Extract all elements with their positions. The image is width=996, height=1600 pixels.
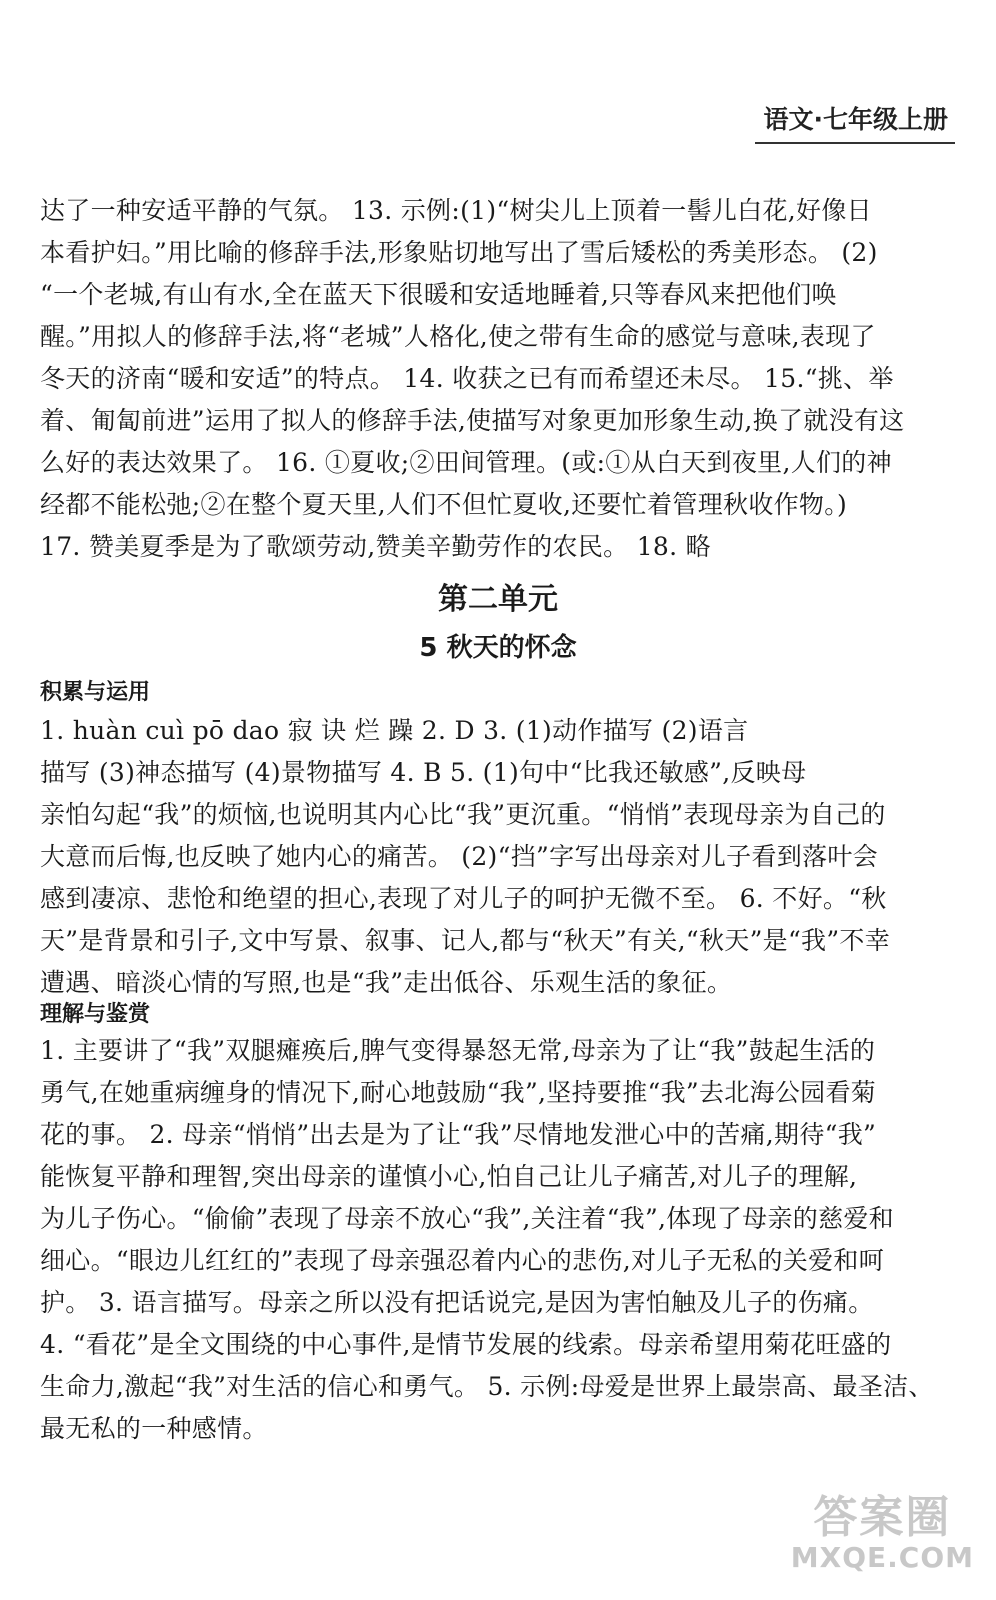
text-line: 冬天的济南“暖和安适”的特点。 14. 收获之已有而希望还未尽。 15.“挑、举 <box>40 364 894 393</box>
text-line: 达了一种安适平静的气氛。 13. 示例:(1)“树尖儿上顶着一髻儿白花,好像日 <box>40 196 872 225</box>
unit-title: 第二单元 <box>438 582 558 617</box>
text-line: 能恢复平静和理智,突出母亲的谨慎小心,怕自己让儿子痛苦,对儿子的理解, <box>40 1162 858 1191</box>
text-line: 细心。“眼边儿红红的”表现了母亲强忍着内心的悲伤,对儿子无私的关爱和呵 <box>40 1246 885 1275</box>
text-line: 1. huàn cuì pō dao 寂 诀 烂 躁 2. D 3. (1)动作描写 (2)语言 <box>40 716 749 745</box>
section-heading-accumulation: 积累与运用 <box>40 680 151 705</box>
text-line: 描写 (3)神态描写 (4)景物描写 4. B 5. (1)句中“比我还敏感”,反映母 <box>40 758 807 787</box>
text-line: “一个老城,有山有水,全在蓝天下很暖和安适地睡着,只等春风来把他们唤 <box>40 280 837 309</box>
watermark-site: MXQE.COM <box>790 1541 974 1574</box>
lesson-title: 5 秋天的怀念 <box>419 633 577 663</box>
text-line: 17. 赞美夏季是为了歌颂劳动,赞美辛勤劳作的农民。 18. 略 <box>40 532 711 561</box>
text-line: 大意而后悔,也反映了她内心的痛苦。 (2)“挡”字写出母亲对儿子看到落叶会 <box>40 842 878 871</box>
watermark-logo: 答案圈 <box>813 1492 952 1543</box>
text-line: 花的事。 2. 母亲“悄悄”出去是为了让“我”尽情地发泄心中的苦痛,期待“我” <box>40 1120 877 1149</box>
text-line: 醒。”用拟人的修辞手法,将“老城”人格化,使之带有生命的感觉与意味,表现了 <box>40 322 876 351</box>
text-line: 着、匍匐前进”运用了拟人的修辞手法,使描写对象更加形象生动,换了就没有这 <box>40 406 905 435</box>
section-heading-appreciation: 理解与鉴赏 <box>40 1002 151 1027</box>
text-line: 勇气,在她重病缠身的情况下,耐心地鼓励“我”,坚持要推“我”去北海公园看菊 <box>40 1078 877 1107</box>
text-line: 遭遇、暗淡心情的写照,也是“我”走出低谷、乐观生活的象征。 <box>40 968 733 997</box>
text-line: 亲怕勾起“我”的烦恼,也说明其内心比“我”更沉重。“悄悄”表现母亲为自己的 <box>40 800 886 829</box>
text-line: 4. “看花”是全文围绕的中心事件,是情节发展的线索。母亲希望用菊花旺盛的 <box>40 1330 892 1359</box>
text-line: 为儿子伤心。“偷偷”表现了母亲不放心“我”,关注着“我”,体现了母亲的慈爱和 <box>40 1204 894 1233</box>
top-answer-block <box>40 190 970 568</box>
text-line: 1. 主要讲了“我”双腿瘫痪后,脾气变得暴怒无常,母亲为了让“我”鼓起生活的 <box>40 1036 876 1065</box>
text-line: 最无私的一种感情。 <box>40 1414 268 1443</box>
site-watermark <box>790 1492 974 1574</box>
text-line: 感到凄凉、悲怆和绝望的担心,表现了对儿子的呵护无微不至。 6. 不好。“秋 <box>40 884 887 913</box>
text-line: 天”是背景和引子,文中写景、叙事、记人,都与“秋天”有关,“秋天”是“我”不幸 <box>40 926 891 955</box>
section-accumulation-block <box>40 710 970 1004</box>
text-line: 本看护妇。”用比喻的修辞手法,形象贴切地写出了雪后矮松的秀美形态。 (2) <box>40 238 878 267</box>
text-line: 护。 3. 语言描写。母亲之所以没有把话说完,是因为害怕触及儿子的伤痛。 <box>40 1288 874 1317</box>
text-line: 经都不能松弛;②在整个夏天里,人们不但忙夏收,还要忙着管理秋收作物。) <box>40 490 848 519</box>
text-line: 生命力,激起“我”对生活的信心和勇气。 5. 示例:母爱是世界上最崇高、最圣洁、 <box>40 1372 934 1401</box>
section-appreciation-block <box>40 1030 970 1450</box>
text-line: 么好的表达效果了。 16. ①夏收;②田间管理。(或:①从白天到夜里,人们的神 <box>40 448 892 477</box>
header-rule <box>755 142 955 144</box>
running-header: 语文·七年级上册 <box>763 105 948 134</box>
